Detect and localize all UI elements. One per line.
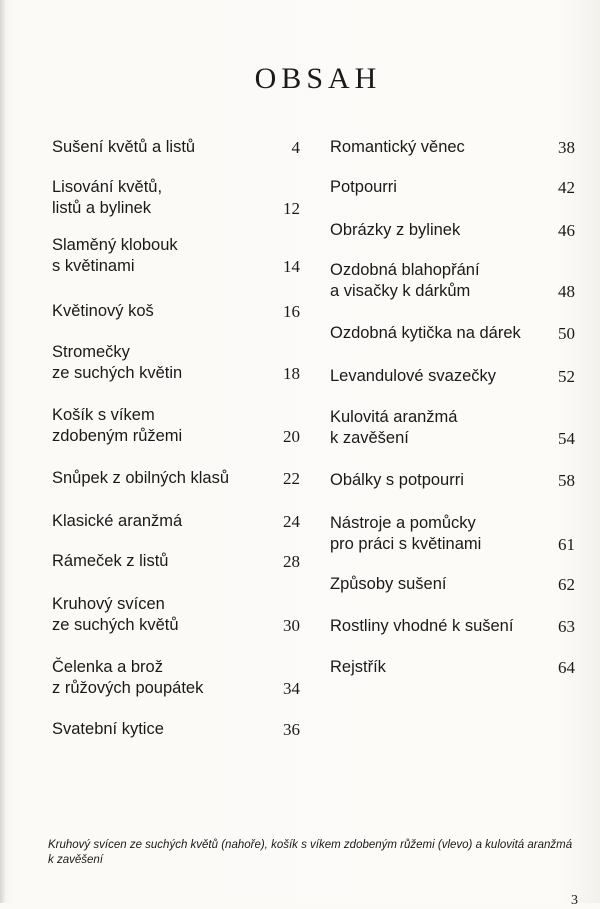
toc-entry <box>330 323 575 344</box>
toc-entry <box>330 260 575 302</box>
toc-entry-page: 58 <box>558 471 575 490</box>
toc-entry-page: 48 <box>558 282 575 301</box>
toc-entry <box>330 220 575 241</box>
toc-entry-page: 22 <box>283 469 300 488</box>
toc-entry-title: Ozdobná blahopřání a visačky k dárkům <box>330 261 480 300</box>
toc-entry <box>330 657 575 678</box>
toc-entry-page: 14 <box>283 257 300 276</box>
toc-entry <box>52 551 300 572</box>
toc-entry <box>330 616 575 637</box>
toc-entry-page: 12 <box>283 199 300 218</box>
toc-entry <box>52 235 300 277</box>
toc-entry-title: Rámeček z listů <box>52 552 169 570</box>
toc-entry <box>52 719 300 740</box>
toc-entry-title: Levandulové svazečky <box>330 367 497 385</box>
toc-entry <box>52 405 300 447</box>
toc-entry-title: Slaměný klobouk s květinami <box>52 236 178 275</box>
toc-entry-page: 62 <box>558 575 575 594</box>
toc-entry-page: 46 <box>558 221 575 240</box>
toc-entry-title: Čelenka a brož z růžových poupátek <box>52 658 204 697</box>
toc-entry-page: 34 <box>283 679 300 698</box>
toc-entry-title: Kulovitá aranžmá k zavěšení <box>330 408 458 447</box>
toc-entry-title: Obálky s potpourri <box>330 471 464 489</box>
toc-entry-title: Lisování květů, listů a bylinek <box>52 178 163 217</box>
toc-entry-page: 20 <box>283 427 300 446</box>
toc-entry <box>330 574 575 595</box>
toc-entry <box>52 594 300 636</box>
toc-entry <box>52 301 300 322</box>
toc-entry-title: Sušení květů a listů <box>52 138 196 156</box>
toc-entry-page: 36 <box>283 720 300 739</box>
toc-entry <box>330 177 575 198</box>
toc-entry <box>52 511 300 532</box>
toc-entry-title: Svatební kytice <box>52 720 164 738</box>
toc-entry-title: Kruhový svícen ze suchých květů <box>52 595 179 634</box>
toc-entry-title: Způsoby sušení <box>330 575 447 593</box>
page-title: OBSAH <box>254 62 382 95</box>
toc-entry-page: 16 <box>283 302 300 321</box>
toc-entry-title: Snůpek z obilných klasů <box>52 469 230 487</box>
toc-entry-title: Nástroje a pomůcky pro práci s květinami <box>330 514 482 553</box>
toc-entry <box>52 342 300 384</box>
toc-entry-page: 54 <box>558 429 575 448</box>
toc-entry-page: 38 <box>558 138 575 157</box>
toc-entry-title: Ozdobná kytička na dárek <box>330 324 521 342</box>
spine-shadow <box>0 0 6 903</box>
toc-entry-page: 52 <box>558 367 575 386</box>
toc-entry-page: 42 <box>558 178 575 197</box>
toc-entry-title: Rostliny vhodné k sušení <box>330 617 514 635</box>
toc-entry-page: 50 <box>558 324 575 343</box>
toc-entry-page: 63 <box>558 617 575 636</box>
toc-entry-page: 4 <box>291 138 300 157</box>
toc-entry <box>330 470 575 491</box>
toc-entry <box>330 137 575 158</box>
toc-entry-title: Rejstřík <box>330 658 386 676</box>
toc-entry-page: 30 <box>283 616 300 635</box>
toc-entry-page: 18 <box>283 364 300 383</box>
toc-entry-page: 64 <box>558 658 575 677</box>
toc-entry <box>52 657 300 699</box>
toc-entry-page: 61 <box>558 535 575 554</box>
toc-entry <box>330 513 575 555</box>
toc-entry-title: Stromečky ze suchých květin <box>52 343 183 382</box>
page-number: 3 <box>571 893 578 908</box>
toc-entry-title: Košík s víkem zdobeným růžemi <box>52 406 183 445</box>
toc-entry <box>52 468 300 489</box>
toc-entry-title: Květinový koš <box>52 302 154 320</box>
toc-entry-title: Obrázky z bylinek <box>330 221 461 239</box>
toc-entry <box>330 407 575 449</box>
toc-entry <box>52 177 300 219</box>
toc-entry-page: 28 <box>283 552 300 571</box>
toc-entry-title: Potpourri <box>330 178 397 196</box>
toc-entry <box>330 366 575 387</box>
photo-caption: Kruhový svícen ze suchých květů (nahoře), košík s víkem zdobeným růžemi (vlevo) a kulovitá aranžmá k zavěšení <box>48 839 573 866</box>
toc-entry-title: Romantický věnec <box>330 138 465 156</box>
toc-entry-title: Klasické aranžmá <box>52 512 183 530</box>
toc-entry <box>52 137 300 158</box>
toc-entry-page: 24 <box>283 512 300 531</box>
